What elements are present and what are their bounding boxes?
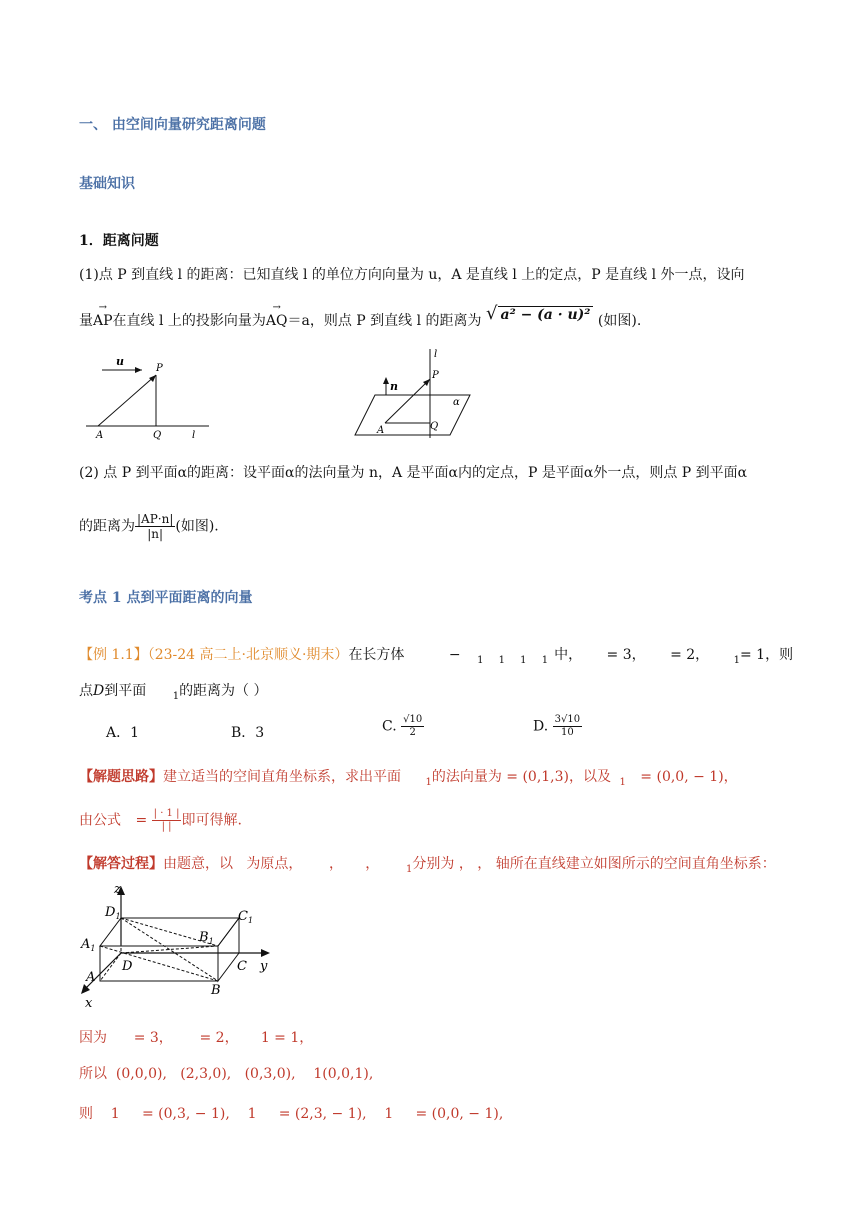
idea-line1 <box>79 766 738 786</box>
process-subscript: 1 <box>406 864 413 875</box>
vector-ap: → AP <box>93 313 113 329</box>
idea-text: 由公式 <box>79 812 121 829</box>
arrowhead <box>383 377 389 384</box>
process-tag: 【解答过程】 <box>79 856 163 872</box>
option-b[interactable]: B．3 <box>231 725 265 741</box>
label-d1: $D_1$ <box>105 905 121 921</box>
label-l: l <box>192 430 196 441</box>
example-text: 点 <box>79 683 93 699</box>
line-ze: 则 1 = (0,3, − 1), 1 = (2,3, − 1), 1 = (0,0, − 1), <box>79 1106 504 1122</box>
edge-d-a <box>100 953 121 981</box>
arrowhead <box>135 367 142 373</box>
label-q: Q <box>430 421 439 432</box>
option-d[interactable] <box>533 714 582 739</box>
arrowhead <box>261 949 270 957</box>
process-line <box>79 853 776 873</box>
option-c[interactable] <box>382 714 424 739</box>
distance-fraction <box>135 512 175 541</box>
label-u: u <box>116 355 124 368</box>
label-b1: $B_1$ <box>199 930 214 946</box>
basics-heading: 基础知识 <box>79 176 135 192</box>
option-a[interactable]: A．1 <box>106 725 140 741</box>
topic-heading: 1．距离问题 <box>79 233 159 249</box>
section-title: 一、 由空间向量研究距离问题 <box>79 117 266 133</box>
example-line2 <box>79 680 268 700</box>
fraction-denominator: |n| <box>147 527 164 541</box>
label-c: C <box>237 959 247 974</box>
process-text: 由题意，以 为原点， ， ， <box>163 856 407 872</box>
para1-line1: (1)点 P 到直线 l 的距离：已知直线 l 的单位方向向量为 u，A 是直线 l 上的定点，P 是直线 l 外一点，设向 <box>79 267 745 283</box>
line-yinwei: 因为 = 3， = 2， 1 = 1， <box>79 1030 314 1046</box>
label-a1: $A_1$ <box>81 937 96 953</box>
example-eq: = 2， <box>670 647 710 663</box>
vector-aq: → AQ <box>266 313 288 329</box>
idea-tag: 【解题思路】 <box>79 769 163 785</box>
label-c1: $C_1$ <box>238 909 254 925</box>
label-p: P <box>432 370 439 381</box>
label-z: z <box>114 882 121 897</box>
label-b: B <box>211 983 221 998</box>
label-x: x <box>85 996 93 1011</box>
option-label: C. <box>382 718 397 735</box>
fraction-numerator: 3√10 <box>554 714 581 725</box>
example-subscript: 1 1 1 1 <box>477 655 555 666</box>
idea-line2 <box>79 808 242 833</box>
fraction-denominator: 2 <box>409 727 416 738</box>
idea-text: 建立适当的空间直角坐标系，求出平面 <box>163 769 401 785</box>
label-q: Q <box>153 430 162 441</box>
example-text: − <box>448 647 461 663</box>
option-c-fraction <box>401 714 424 739</box>
example-source: （23-24 高二上·北京顺义·期末） <box>147 647 349 663</box>
diag-a1-b <box>100 946 218 981</box>
option-d-fraction <box>553 714 582 739</box>
idea-text: = (0,0, − 1)， <box>640 769 738 785</box>
para2-line1: (2) 点 P 到平面α的距离：设平面α的法向量为 n，A 是平面α内的定点，P 是平面α外一点，则点 P 到平面α <box>79 465 748 481</box>
example-text: 在长方体 <box>348 647 405 663</box>
fraction-denominator: 10 <box>561 727 574 738</box>
arrowhead <box>149 375 156 382</box>
example-text: 中， <box>554 647 583 663</box>
figure-point-line <box>84 350 214 445</box>
idea-subscript: 1 <box>425 777 432 788</box>
diag-d1-b <box>121 918 218 981</box>
para2-line2 <box>79 512 219 541</box>
label-y: y <box>260 959 268 974</box>
label-a: A <box>377 425 385 436</box>
para1-text: 量 <box>79 313 93 329</box>
example-tag: 【例 1.1】 <box>79 647 148 663</box>
idea-text: 的法向量为 = (0,1,3)，以及 <box>431 769 612 785</box>
label-l: l <box>434 349 438 360</box>
line-suoyi: 所以 (0,0,0), (2,3,0), (0,3,0), 1(0,0,1), <box>79 1066 374 1082</box>
para2-text: 的距离为 <box>79 518 135 535</box>
para1-line2 <box>79 303 642 330</box>
example-subscript: 1 <box>172 691 180 702</box>
right-face <box>218 918 239 981</box>
example-text: 到平面 <box>104 683 147 699</box>
example-subscript: 1 <box>733 655 740 666</box>
sqrt-formula: √ a² − (a · u)² <box>486 303 593 324</box>
fraction-denominator: | | <box>161 821 172 832</box>
label-d: D <box>122 959 133 974</box>
idea-text: 即可得解. <box>181 812 242 829</box>
para1-text: (如图). <box>597 313 642 329</box>
example-var: D <box>93 683 105 699</box>
label-a: A <box>86 970 96 985</box>
fraction-numerator: | · 1 | <box>153 808 180 819</box>
label-alpha: α <box>453 397 460 408</box>
example-eq: = 3， <box>606 647 646 663</box>
figure-cuboid <box>76 880 276 1012</box>
segment-ap <box>98 375 156 426</box>
idea-fraction <box>152 808 182 833</box>
para1-text: 在直线 l 上的投影向量为 <box>112 313 266 329</box>
label-p: P <box>156 363 163 374</box>
para2-text: (如图). <box>175 518 219 535</box>
figure-point-plane <box>350 343 475 440</box>
fraction-numerator: √10 <box>403 714 423 725</box>
process-text: 分别为 ， ， 轴所在直线建立如图所示的空间直角坐标系： <box>412 856 776 872</box>
fraction-numerator: |AP·n| <box>137 512 174 526</box>
label-a: A <box>96 430 104 441</box>
label-n: n <box>390 380 398 393</box>
example-line1 <box>79 644 793 664</box>
para1-text: ＝a，则点 P 到直线 l 的距离为 <box>287 313 482 329</box>
example-text: 的距离为（ ） <box>179 683 268 699</box>
kaodian-heading: 考点 1 点到平面距离的向量 <box>79 590 253 606</box>
example-eq: = 1，则 <box>740 647 794 663</box>
option-label: D. <box>533 718 549 735</box>
idea-eq: = <box>135 812 148 829</box>
idea-subscript: 1 <box>619 777 626 788</box>
